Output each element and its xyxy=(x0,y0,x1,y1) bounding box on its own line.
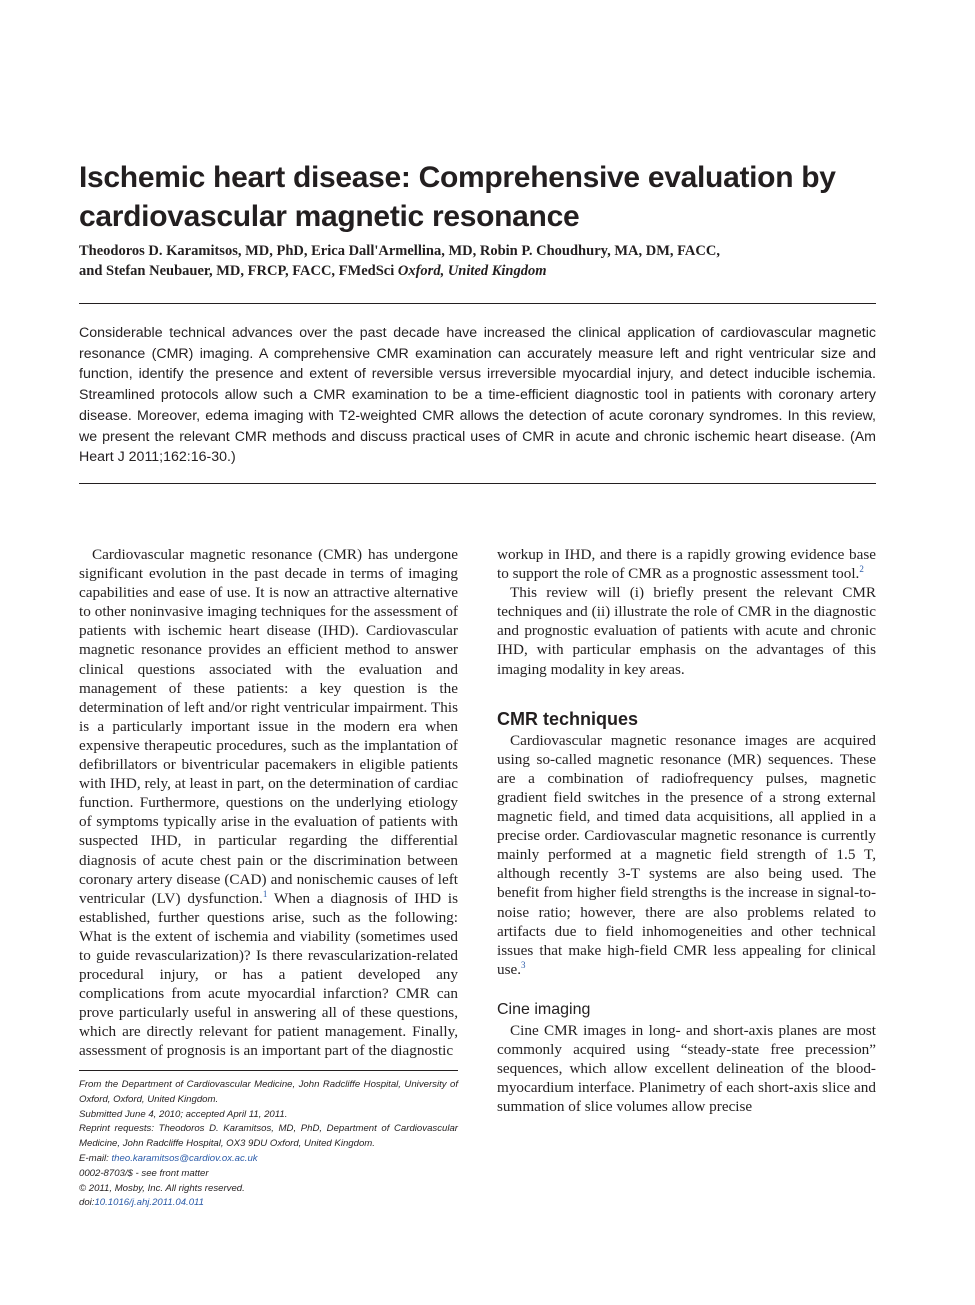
intro-paragraph-2: This review will (i) briefly present the relevant CMR techniques and (ii) illustrate the role of CMR in the diagnostic and prognostic evaluation of patients with acute and chronic IHD, with particular emphasis on the advantages of this imaging modality in key areas. xyxy=(497,584,876,678)
subsection-heading-cine-imaging: Cine imaging xyxy=(497,1000,591,1018)
affiliation: Oxford, United Kingdom xyxy=(397,263,547,279)
footnote-submitted: Submitted June 4, 2010; accepted April 11, 2011. xyxy=(79,1108,288,1120)
body-column-right xyxy=(497,545,876,1116)
right-column-flow xyxy=(497,545,876,1116)
footnote-email xyxy=(79,1152,458,1167)
footnotes xyxy=(79,1078,458,1211)
intro-text-continued: workup in IHD, and there is a rapidly growing evidence base to support the role of CMR as a prognostic assessment tool. xyxy=(497,546,876,583)
body-column-left xyxy=(79,545,458,1061)
article-title: Ischemic heart disease: Comprehensive evaluation by cardiovascular magnetic resonance xyxy=(79,161,836,233)
abstract-bottom-rule xyxy=(79,483,876,484)
footnote-doi xyxy=(79,1196,458,1211)
intro-paragraph-1-end xyxy=(497,545,876,583)
intro-text-a: Cardiovascular magnetic resonance (CMR) has undergone significant evolution in the past decade in terms of imaging capabilities and ease of use. It is now an attractive alternative to other noninvasive imaging techniques for the assessment of patients with ischemic heart disease (IHD). Cardiovascular magnetic resonance provides an efficient method to answer clinical questions associated with the evaluation and management of these patients: a key question is the determination of left and/or right ventricular impairment. This is a particularly important issue in the modern era when expensive therapeutic procedures, such as the implantation of defibrillators or biventricular pacemakers in eligible patients with IHD, rely, at least in part, on the determination of cardiac function. Furthermore, questions on the underlying etiology of symptoms typically arise in the evaluation of patients with suspected IHD, in particular regarding the differential diagnosis of acute chest pain or the discrimination between coronary artery disease (CAD) and nonischemic causes of left ventricular (LV) dysfunction. xyxy=(79,546,458,907)
email-label: E-mail: xyxy=(79,1152,112,1164)
doi-link[interactable]: 10.1016/j.ahj.2011.04.011 xyxy=(94,1197,205,1209)
doi-label: doi: xyxy=(79,1197,95,1209)
reference-3[interactable]: 3 xyxy=(521,959,526,970)
abstract-top-rule xyxy=(79,303,876,304)
cmr-text: Cardiovascular magnetic resonance images are acquired using so-called magnetic resonance (MR) sequences. These are a combination of radiofrequency pulses, magnetic gradient field switches in the presence of a strong external magnetic field, and timed data acquisitions, all applied in a precise order. Cardiovascular magnetic resonance is currently mainly performed at a magnetic field strength of 1.5 T, although recently 3-T systems are also being used. The benefit from higher field strengths is the increase in signal-to-noise ratio; however, there are also problems related to artifacts due to field inhomogeneities and other technical issues that make high-field CMR less appealing for clinical use. xyxy=(497,731,876,978)
reference-1[interactable]: 1 xyxy=(262,888,268,899)
footnote-issn: 0002-8703/$ - see front matter xyxy=(79,1167,209,1179)
author-list xyxy=(79,241,839,281)
intro-paragraph-1 xyxy=(79,545,458,1061)
intro-text-b: When a diagnosis of IHD is established, further questions arise, such as the following: What is the extent of ischemia and viability (sometimes used to guide revascularization)? Is there revascularization-related procedural injury, or has a patient developed any complications from acute myocardial infarction? CMR can prove particularly useful in answering all of these questions, which are directly relevant for patient management. Finally, assessment of prognosis is an important part of the diagnostic xyxy=(79,889,458,1060)
footnote-rule xyxy=(79,1070,458,1071)
reference-2[interactable]: 2 xyxy=(859,564,864,575)
abstract: Considerable technical advances over the past decade have increased the clinical application of cardiovascular magnetic resonance (CMR) imaging. A comprehensive CMR examination can accurately measure left and right ventricular size and function, identify the presence and extent of reversible versus irreversible myocardial injury, and detect inducible ischemia. Streamlined protocols allow such a CMR examination to be a time-efficient diagnostic tool in patients with coronary artery disease. Moreover, edema imaging with T2-weighted CMR allows the detection of acute coronary syndromes. In this review, we present the relevant CMR methods and discuss practical uses of CMR in acute and chronic ischemic heart disease. (Am Heart J 2011;162:16-30.) xyxy=(79,325,876,466)
email-link[interactable]: theo.karamitsos@cardiov.ox.ac.uk xyxy=(111,1152,258,1164)
cmr-paragraph-1 xyxy=(497,731,876,979)
authors-line-1: Theodoros D. Karamitsos, MD, PhD, Erica Dall'Armellina, MD, Robin P. Choudhury, MA, DM, FACC, xyxy=(79,243,720,259)
footnote-copyright: © 2011, Mosby, Inc. All rights reserved. xyxy=(79,1182,245,1194)
section-heading-cmr-techniques: CMR techniques xyxy=(497,708,639,729)
cine-paragraph-1: Cine CMR images in long- and short-axis planes are most commonly acquired using “steady-state free precession” sequences, which allow excellent delineation of the blood-myocardium interface. Planimetry of each short-axis slice and summation of slice volumes allow precise xyxy=(497,1021,876,1116)
authors-line-2 xyxy=(79,261,839,281)
footnote-reprint: Reprint requests: Theodoros D. Karamitsos, MD, PhD, Department of Cardiovascular Medicine, John Radcliffe Hospital, OX3 9DU Oxford, United Kingdom. xyxy=(79,1123,458,1150)
authors-line-2-names: and Stefan Neubauer, MD, FRCP, FACC, FMedSci xyxy=(79,263,395,279)
footnote-from: From the Department of Cardiovascular Medicine, John Radcliffe Hospital, University of Oxford, Oxford, United Kingdom. xyxy=(79,1079,458,1105)
